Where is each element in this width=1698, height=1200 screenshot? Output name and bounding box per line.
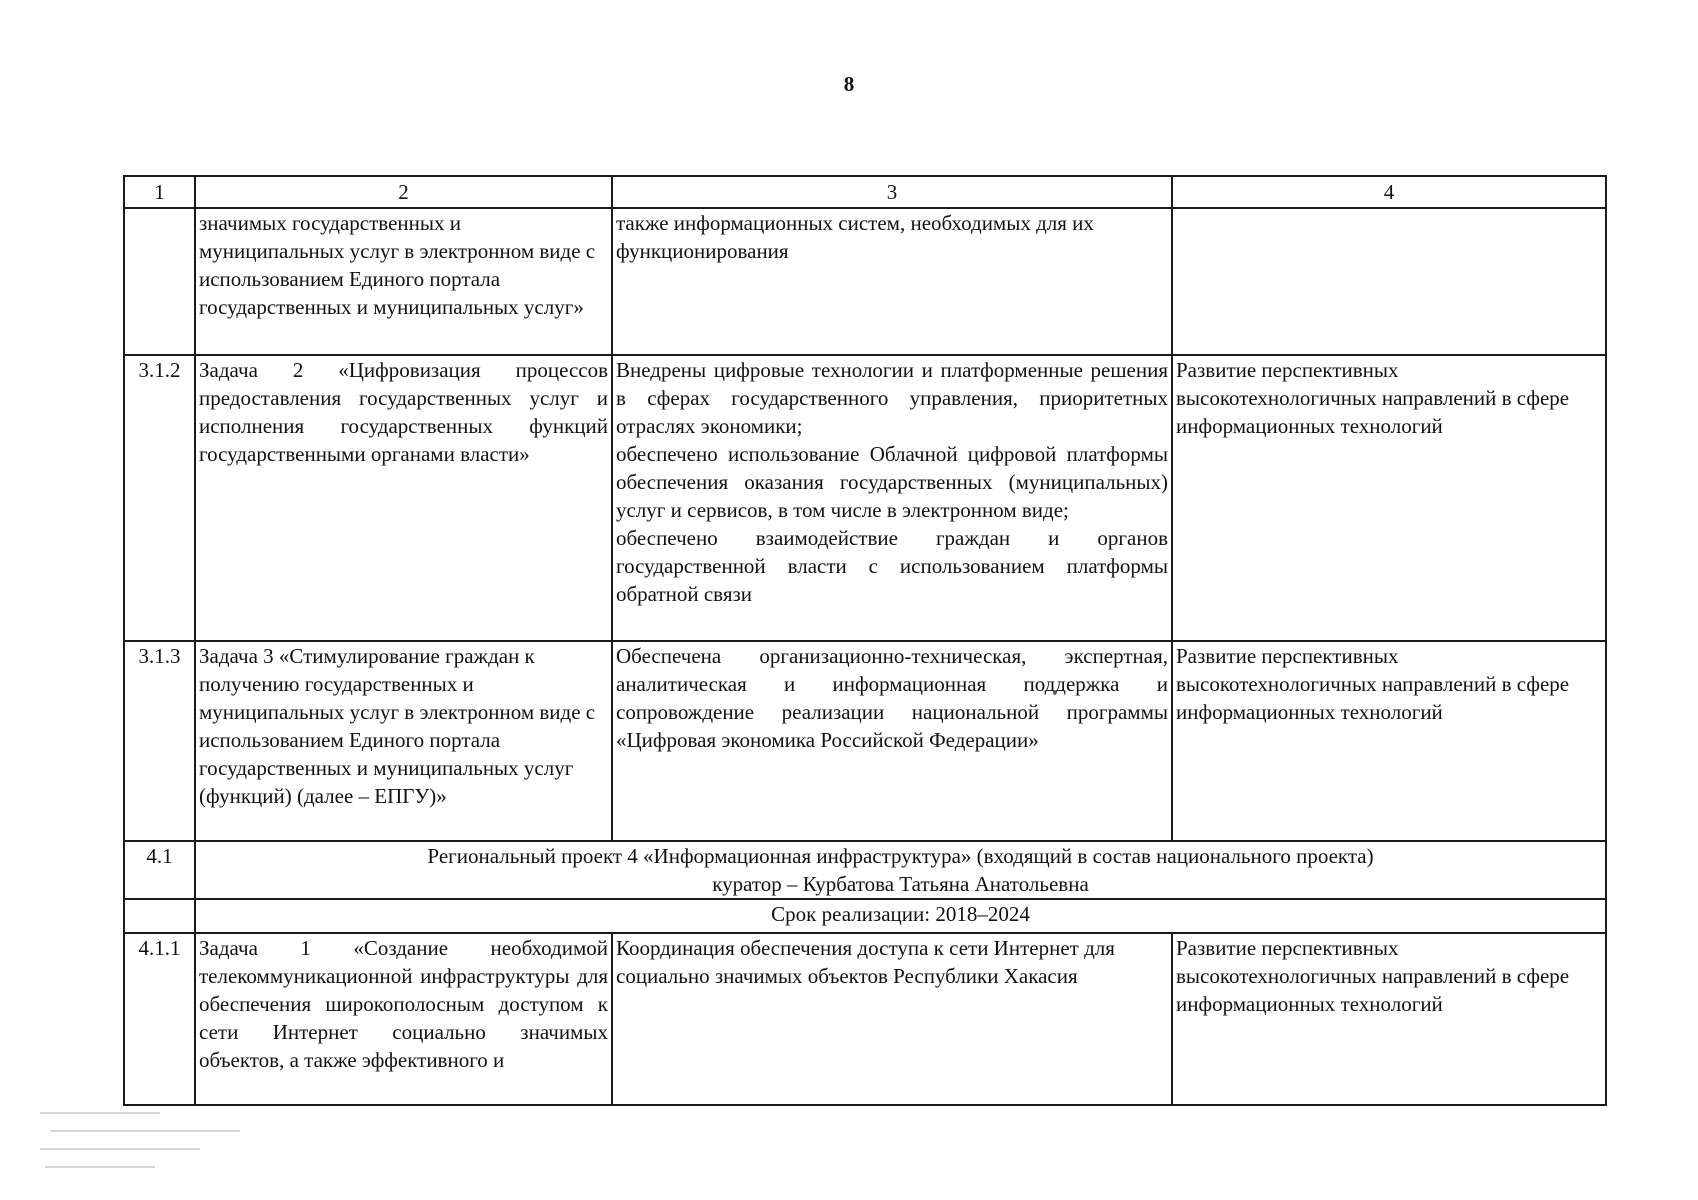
task-cell: значимых государственных и муниципальных услуг в электронном виде с использованием Единого портала государственных и муниципальных услуг» (195, 208, 612, 355)
row-number: 3.1.2 (124, 355, 195, 641)
row-number (124, 208, 195, 355)
column-header-3: 3 (612, 176, 1172, 208)
row-number: 3.1.3 (124, 641, 195, 841)
column-header-4: 4 (1172, 176, 1606, 208)
column-number-row (124, 176, 1606, 208)
result-cell: Обеспечена организационно-техническая, экспертная, аналитическая и информационная поддержка и сопровождение реализации национальной программы «Цифровая экономика Российской Федерации» (612, 641, 1172, 841)
link-cell: Развитие перспективных высокотехнологичных направлений в сфере информационных технологий (1172, 355, 1606, 641)
project-row (124, 841, 1606, 899)
project-title-cell (195, 841, 1606, 899)
task-cell: Задача 3 «Стимулирование граждан к получению государственных и муниципальных услуг в электронном виде с использованием Единого портала государственных и муниципальных услуг (функций) (далее – ЕПГУ)» (195, 641, 612, 841)
table-row (124, 641, 1606, 841)
task-cell: Задача 1 «Создание необходимой телекоммуникационной инфраструктуры для обеспечения широкополосным доступом к сети Интернет социально значимых объектов, а также эффективного и (195, 933, 612, 1105)
result-paragraph: обеспечено использование Облачной цифровой платформы обеспечения оказания государственных (муниципальных) услуг и сервисов, в том числе в электронном виде; (616, 442, 1168, 522)
link-cell: Развитие перспективных высокотехнологичных направлений в сфере информационных технологий (1172, 641, 1606, 841)
term-cell: Срок реализации: 2018–2024 (195, 899, 1606, 933)
result-cell: также информационных систем, необходимых для их функционирования (612, 208, 1172, 355)
result-paragraph: Внедрены цифровые технологии и платформенные решения в сферах государственного управления, приоритетных отраслях экономики; (616, 358, 1168, 438)
row-number (124, 899, 195, 933)
column-header-1: 1 (124, 176, 195, 208)
row-number: 4.1 (124, 841, 195, 899)
table-row (124, 208, 1606, 355)
project-title: Региональный проект 4 «Информационная инфраструктура» (входящий в состав национального проекта) (427, 844, 1374, 868)
program-table (123, 175, 1607, 1106)
page-number: 8 (843, 72, 855, 96)
link-cell: Развитие перспективных высокотехнологичных направлений в сфере информационных технологий (1172, 933, 1606, 1105)
result-cell: Координация обеспечения доступа к сети Интернет для социально значимых объектов Республики Хакасия (612, 933, 1172, 1105)
row-number: 4.1.1 (124, 933, 195, 1105)
result-cell (612, 355, 1172, 641)
result-paragraph: обеспечено взаимодействие граждан и органов государственной власти с использованием платформы обратной связи (616, 526, 1168, 606)
project-curator: куратор – Курбатова Татьяна Анатольевна (712, 872, 1089, 896)
table-row (124, 355, 1606, 641)
faint-stamp-mark (40, 1108, 250, 1180)
link-cell (1172, 208, 1606, 355)
term-row (124, 899, 1606, 933)
task-cell: Задача 2 «Цифровизация процессов предоставления государственных услуг и исполнения государственных функций государственными органами власти» (195, 355, 612, 641)
column-header-2: 2 (195, 176, 612, 208)
table-row (124, 933, 1606, 1105)
